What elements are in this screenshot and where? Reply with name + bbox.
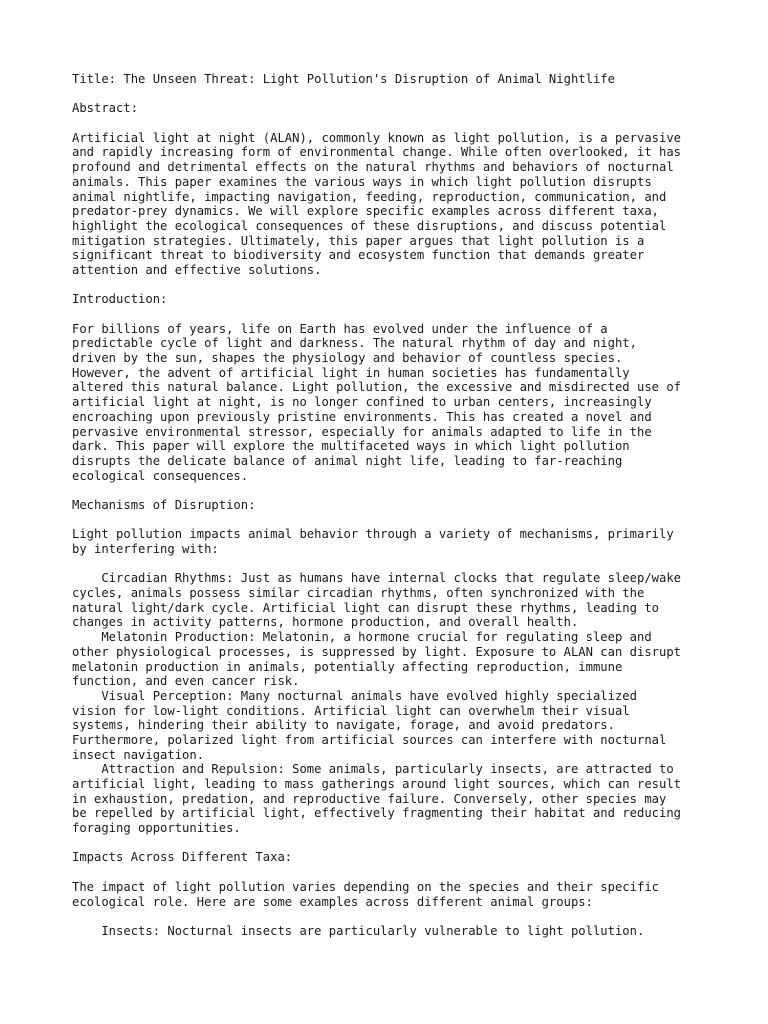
text-line: Introduction:: [72, 292, 168, 307]
text-line: significant threat to biodiversity and ecosystem function that demands greater: [72, 248, 645, 263]
text-line: The impact of light pollution varies depending on the species and their specific: [72, 879, 659, 894]
blank-line: [72, 278, 712, 293]
text-line: attention and effective solutions.: [72, 262, 322, 277]
text-line: However, the advent of artificial light in human societies has fundamentally: [72, 365, 630, 380]
text-line: predator-prey dynamics. We will explore specific examples across different taxa,: [72, 204, 659, 219]
blank-line: [72, 513, 712, 528]
text-line: animal nightlife, impacting navigation, feeding, reproduction, communication, and: [72, 189, 667, 204]
blank-line: [72, 87, 712, 102]
text-line: Insects: Nocturnal insects are particularly vulnerable to light pollution.: [72, 923, 645, 938]
text-line: natural light/dark cycle. Artificial light can disrupt these rhythms, leading to: [72, 600, 659, 615]
text-line: Melatonin Production: Melatonin, a hormone crucial for regulating sleep and: [72, 630, 652, 645]
text-line: systems, hindering their ability to navigate, forage, and avoid predators.: [72, 718, 615, 733]
text-line: Impacts Across Different Taxa:: [72, 850, 293, 865]
text-line: melatonin production in animals, potentially affecting reproduction, immune: [72, 659, 623, 674]
text-line: mitigation strategies. Ultimately, this paper argues that light pollution is a: [72, 233, 645, 248]
text-line: pervasive environmental stressor, especially for animals adapted to life in the: [72, 424, 652, 439]
blank-line: [72, 307, 712, 322]
text-line: vision for low-light conditions. Artificial light can overwhelm their visual: [72, 703, 630, 718]
text-line: profound and detrimental effects on the natural rhythms and behaviors of nocturnal: [72, 160, 674, 175]
text-line: ecological role. Here are some examples across different animal groups:: [72, 894, 593, 909]
text-line: For billions of years, life on Earth has evolved under the influence of a: [72, 321, 608, 336]
text-line: Light pollution impacts animal behavior through a variety of mechanisms, primarily: [72, 527, 674, 542]
text-line: changes in activity patterns, hormone production, and overall health.: [72, 615, 579, 630]
text-line: artificial light at night, is no longer confined to urban centers, increasingly: [72, 395, 652, 410]
text-line: ecological consequences.: [72, 468, 249, 483]
document-page: [72, 72, 712, 939]
text-line: in exhaustion, predation, and reproductive failure. Conversely, other species may: [72, 791, 667, 806]
text-line: Title: The Unseen Threat: Light Pollution's Disruption of Animal Nightlife: [72, 72, 615, 86]
text-line: Abstract:: [72, 101, 139, 116]
text-line: highlight the ecological consequences of these disruptions, and discuss potential: [72, 218, 667, 233]
blank-line: [72, 483, 712, 498]
blank-line: [72, 116, 712, 131]
text-line: be repelled by artificial light, effectively fragmenting their habitat and reducing: [72, 806, 682, 821]
text-line: driven by the sun, shapes the physiology and behavior of countless species.: [72, 351, 623, 366]
blank-line: [72, 836, 712, 851]
text-line: by interfering with:: [72, 542, 219, 556]
text-line: Furthermore, polarized light from artificial sources can interfere with nocturnal: [72, 732, 667, 747]
text-line: animals. This paper examines the various ways in which light pollution disrupts: [72, 174, 652, 189]
blank-line: [72, 909, 712, 924]
text-line: insect navigation.: [72, 747, 205, 762]
blank-line: [72, 557, 712, 572]
blank-line: [72, 865, 712, 880]
text-line: other physiological processes, is suppressed by light. Exposure to ALAN can disrupt: [72, 644, 682, 659]
text-line: Mechanisms of Disruption:: [72, 497, 256, 512]
text-line: disrupts the delicate balance of animal night life, leading to far-reaching: [72, 453, 623, 468]
text-line: encroaching upon previously pristine environments. This has created a novel and: [72, 409, 652, 424]
text-line: and rapidly increasing form of environmental change. While often overlooked, it has: [72, 145, 682, 160]
text-line: Artificial light at night (ALAN), commonly known as light pollution, is a pervasive: [72, 130, 682, 145]
text-line: artificial light, leading to mass gatherings around light sources, which can result: [72, 777, 682, 791]
text-line: Circadian Rhythms: Just as humans have internal clocks that regulate sleep/wake: [72, 571, 682, 586]
text-line: dark. This paper will explore the multifaceted ways in which light pollution: [72, 439, 630, 454]
text-line: cycles, animals possess similar circadian rhythms, often synchronized with the: [72, 586, 645, 601]
text-line: function, and even cancer risk.: [72, 674, 300, 689]
text-line: foraging opportunities.: [72, 821, 241, 836]
text-line: Attraction and Repulsion: Some animals, particularly insects, are attracted to: [72, 762, 674, 777]
text-line: Visual Perception: Many nocturnal animals have evolved highly specialized: [72, 688, 637, 703]
text-line: predictable cycle of light and darkness. The natural rhythm of day and night,: [72, 336, 637, 351]
text-line: altered this natural balance. Light pollution, the excessive and misdirected use of: [72, 380, 682, 395]
